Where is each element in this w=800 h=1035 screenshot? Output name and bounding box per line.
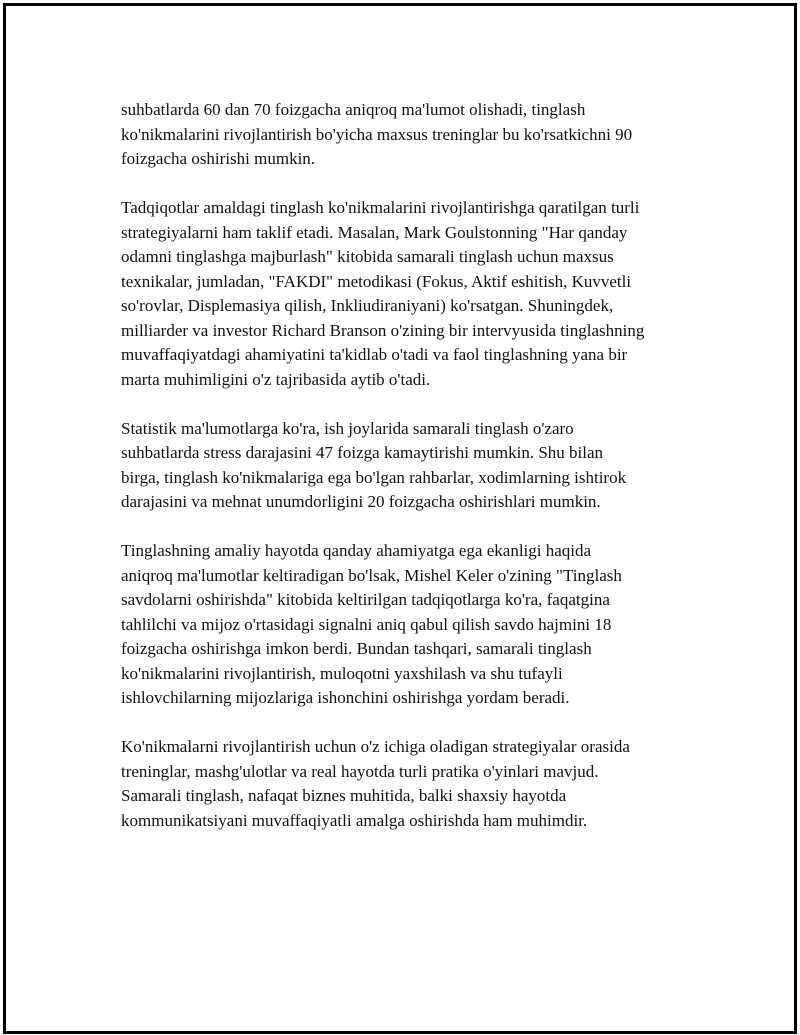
paragraph: suhbatlarda 60 dan 70 foizgacha aniqroq ma'lumot olishadi, tinglash ko'nikmalarini rivojlantirish bo'yicha maxsus treninglar bu ko'rsatkichni 90 foizgacha oshirishi mumkin. [121, 100, 633, 168]
page-frame [3, 3, 797, 1034]
paragraph: Statistik ma'lumotlarga ko'ra, ish joylarida samarali tinglash o'zaro suhbatlarda stress darajasini 47 foizga kamaytirishi mumkin. Shu bilan birga, tinglash ko'nikmalariga ega bo'lgan rahbarlar, xodimlarning ishtirok darajasini va mehnat unumdorligini 20 foizgacha oshirishlari mumkin. [121, 418, 627, 511]
paragraph: Ko'nikmalarni rivojlantirish uchun o'z ichiga oladigan strategiyalar orasida treninglar, mashg'ulotlar va real hayotda turli pratika o'yinlari mavjud. Samarali tinglash, nafaqat biznes muhitida, balki shaxsiy hayotda kommunikatsiyani muvaffaqiyatli amalga oshirishda ham muhimdir. [121, 737, 630, 830]
document-body [121, 98, 696, 858]
paragraph: Tinglashning amaliy hayotda qanday ahamiyatga ega ekanligi haqida aniqroq ma'lumotlar keltiradigan bo'lsak, Mishel Keler o'zining "Tinglash savdolarni oshirishda" kitobida keltirilgan tadqiqotlarga ko'ra, faqatgina tahlilchi va mijoz o'rtasidagi signalni aniq qabul qilish savdo hajmini 18 foizgacha oshirishga imkon berdi. Bundan tashqari, samarali tinglash ko'nikmalarini rivojlantirish, muloqotni yaxshilash va shu tufayli ishlovchilarning mijozlariga ishonchini oshirishga yordam beradi. [121, 541, 622, 707]
paragraph: Tadqiqotlar amaldagi tinglash ko'nikmalarini rivojlantirishga qaratilgan turli strategiyalarni ham taklif etadi. Masalan, Mark Goulstonning "Har qanday odamni tinglashga majburlash" kitobida samarali tinglash uchun maxsus texnikalar, jumladan, "FAKDI" metodikasi (Fokus, Aktif eshitish, Kuvvetli so'rovlar, Displemasiya qilish, Inkliudiraniyani) ko'rsatgan. Shuningdek, milliarder va investor Richard Branson o'zining bir intervyusida tinglashning muvaffaqiyatdagi ahamiyatini ta'kidlab o'tadi va faol tinglashning yana bir marta muhimligini o'z tajribasida aytib o'tadi. [121, 198, 645, 389]
